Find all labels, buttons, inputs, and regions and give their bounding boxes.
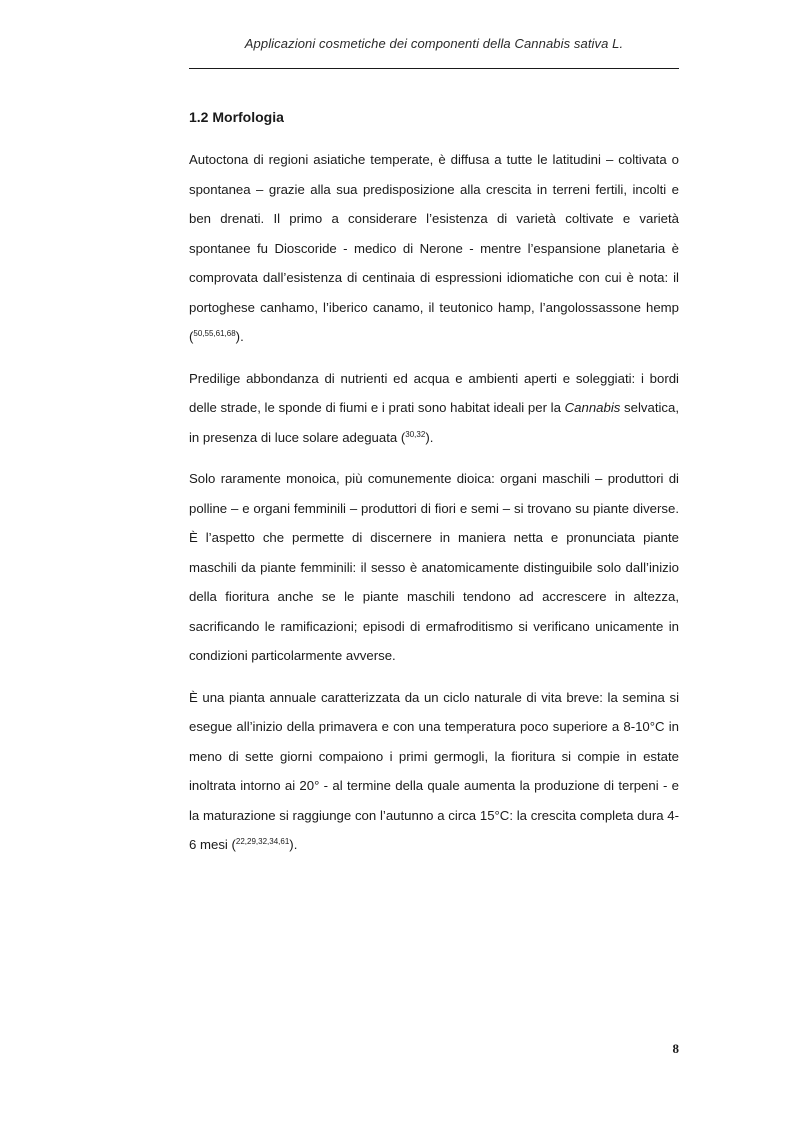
paragraph-2-end: ). — [425, 429, 434, 445]
header-divider — [189, 68, 679, 69]
paragraph-4-end: ). — [289, 837, 298, 852]
paragraph-1-refs: 50,55,61,68 — [193, 329, 236, 338]
body-text — [189, 145, 679, 872]
page-number: 8 — [672, 1041, 679, 1056]
paragraph-4 — [189, 683, 679, 860]
paragraph-3 — [189, 464, 679, 671]
paragraph-2-refs: 30,32 — [405, 429, 426, 439]
paragraph-1-text: Autoctona di regioni asiatiche temperate, è diffusa a tutte le latitudini – coltivata o spontanea – grazie alla sua predisposizione alla crescita in terreni fertili, incolti e ben drenati. Il primo a considerare l’esistenza di varietà coltivate e varietà spontanee fu Dioscoride - medico di Nerone - mentre l’espansione planetaria è comprovata dall’esistenza di centinaia di espressioni idiomatiche con cui è nota: il portoghese canhamo, l’iberico canamo, il teutonico hamp, l’angolossassone hemp ( — [189, 152, 679, 344]
paragraph-2-italic-term: Cannabis — [564, 400, 621, 415]
paragraph-4-refs: 22,29,32,34,61 — [235, 837, 290, 846]
paragraph-2-text: Predilige abbondanza di nutrienti ed acqua e ambienti aperti e soleggiati: i bordi delle strade, le sponde di fiumi e i prati sono habitat ideali per la — [189, 370, 679, 415]
paragraph-4-text: È una pianta annuale caratterizzata da un ciclo naturale di vita breve: la semina si esegue all’inizio della primavera e con una temperatura poco superiore a 8-10°C in meno di sette giorni compaiono i primi germogli, la fioritura si compie in estate inoltrata intorno ai 20° - al termine della quale aumenta la produzione di terpeni - e la maturazione si raggiunge con l’autunno a circa 15°C: la crescita completa dura 4-6 mesi ( — [189, 689, 679, 852]
running-header: Applicazioni cosmetiche dei componenti della Cannabis sativa L. — [244, 36, 624, 51]
paragraph-1 — [189, 145, 679, 352]
section-title: 1.2 Morfologia — [189, 109, 284, 125]
paragraph-2 — [189, 364, 679, 453]
paragraph-2-text-cont: selvatica, in presenza di luce solare adeguata ( — [189, 400, 679, 445]
paragraph-1-end: ). — [235, 329, 244, 344]
paragraph-3-text: Solo raramente monoica, più comunemente dioica: organi maschili – produttori di polline – e organi femminili – produttori di fiori e semi – si trovano su piante diverse. È l’aspetto che permette di discernere in maniera netta e pronunciata piante maschili da piante femminili: il sesso è anatomicamente distinguibile solo dall’inizio della fioritura anche se le piante maschili tendono ad accrescere in altezza, sacrificando le ramificazioni; episodi di ermafroditismo si verificano unicamente in condizioni particolarmente avverse. — [189, 471, 679, 663]
